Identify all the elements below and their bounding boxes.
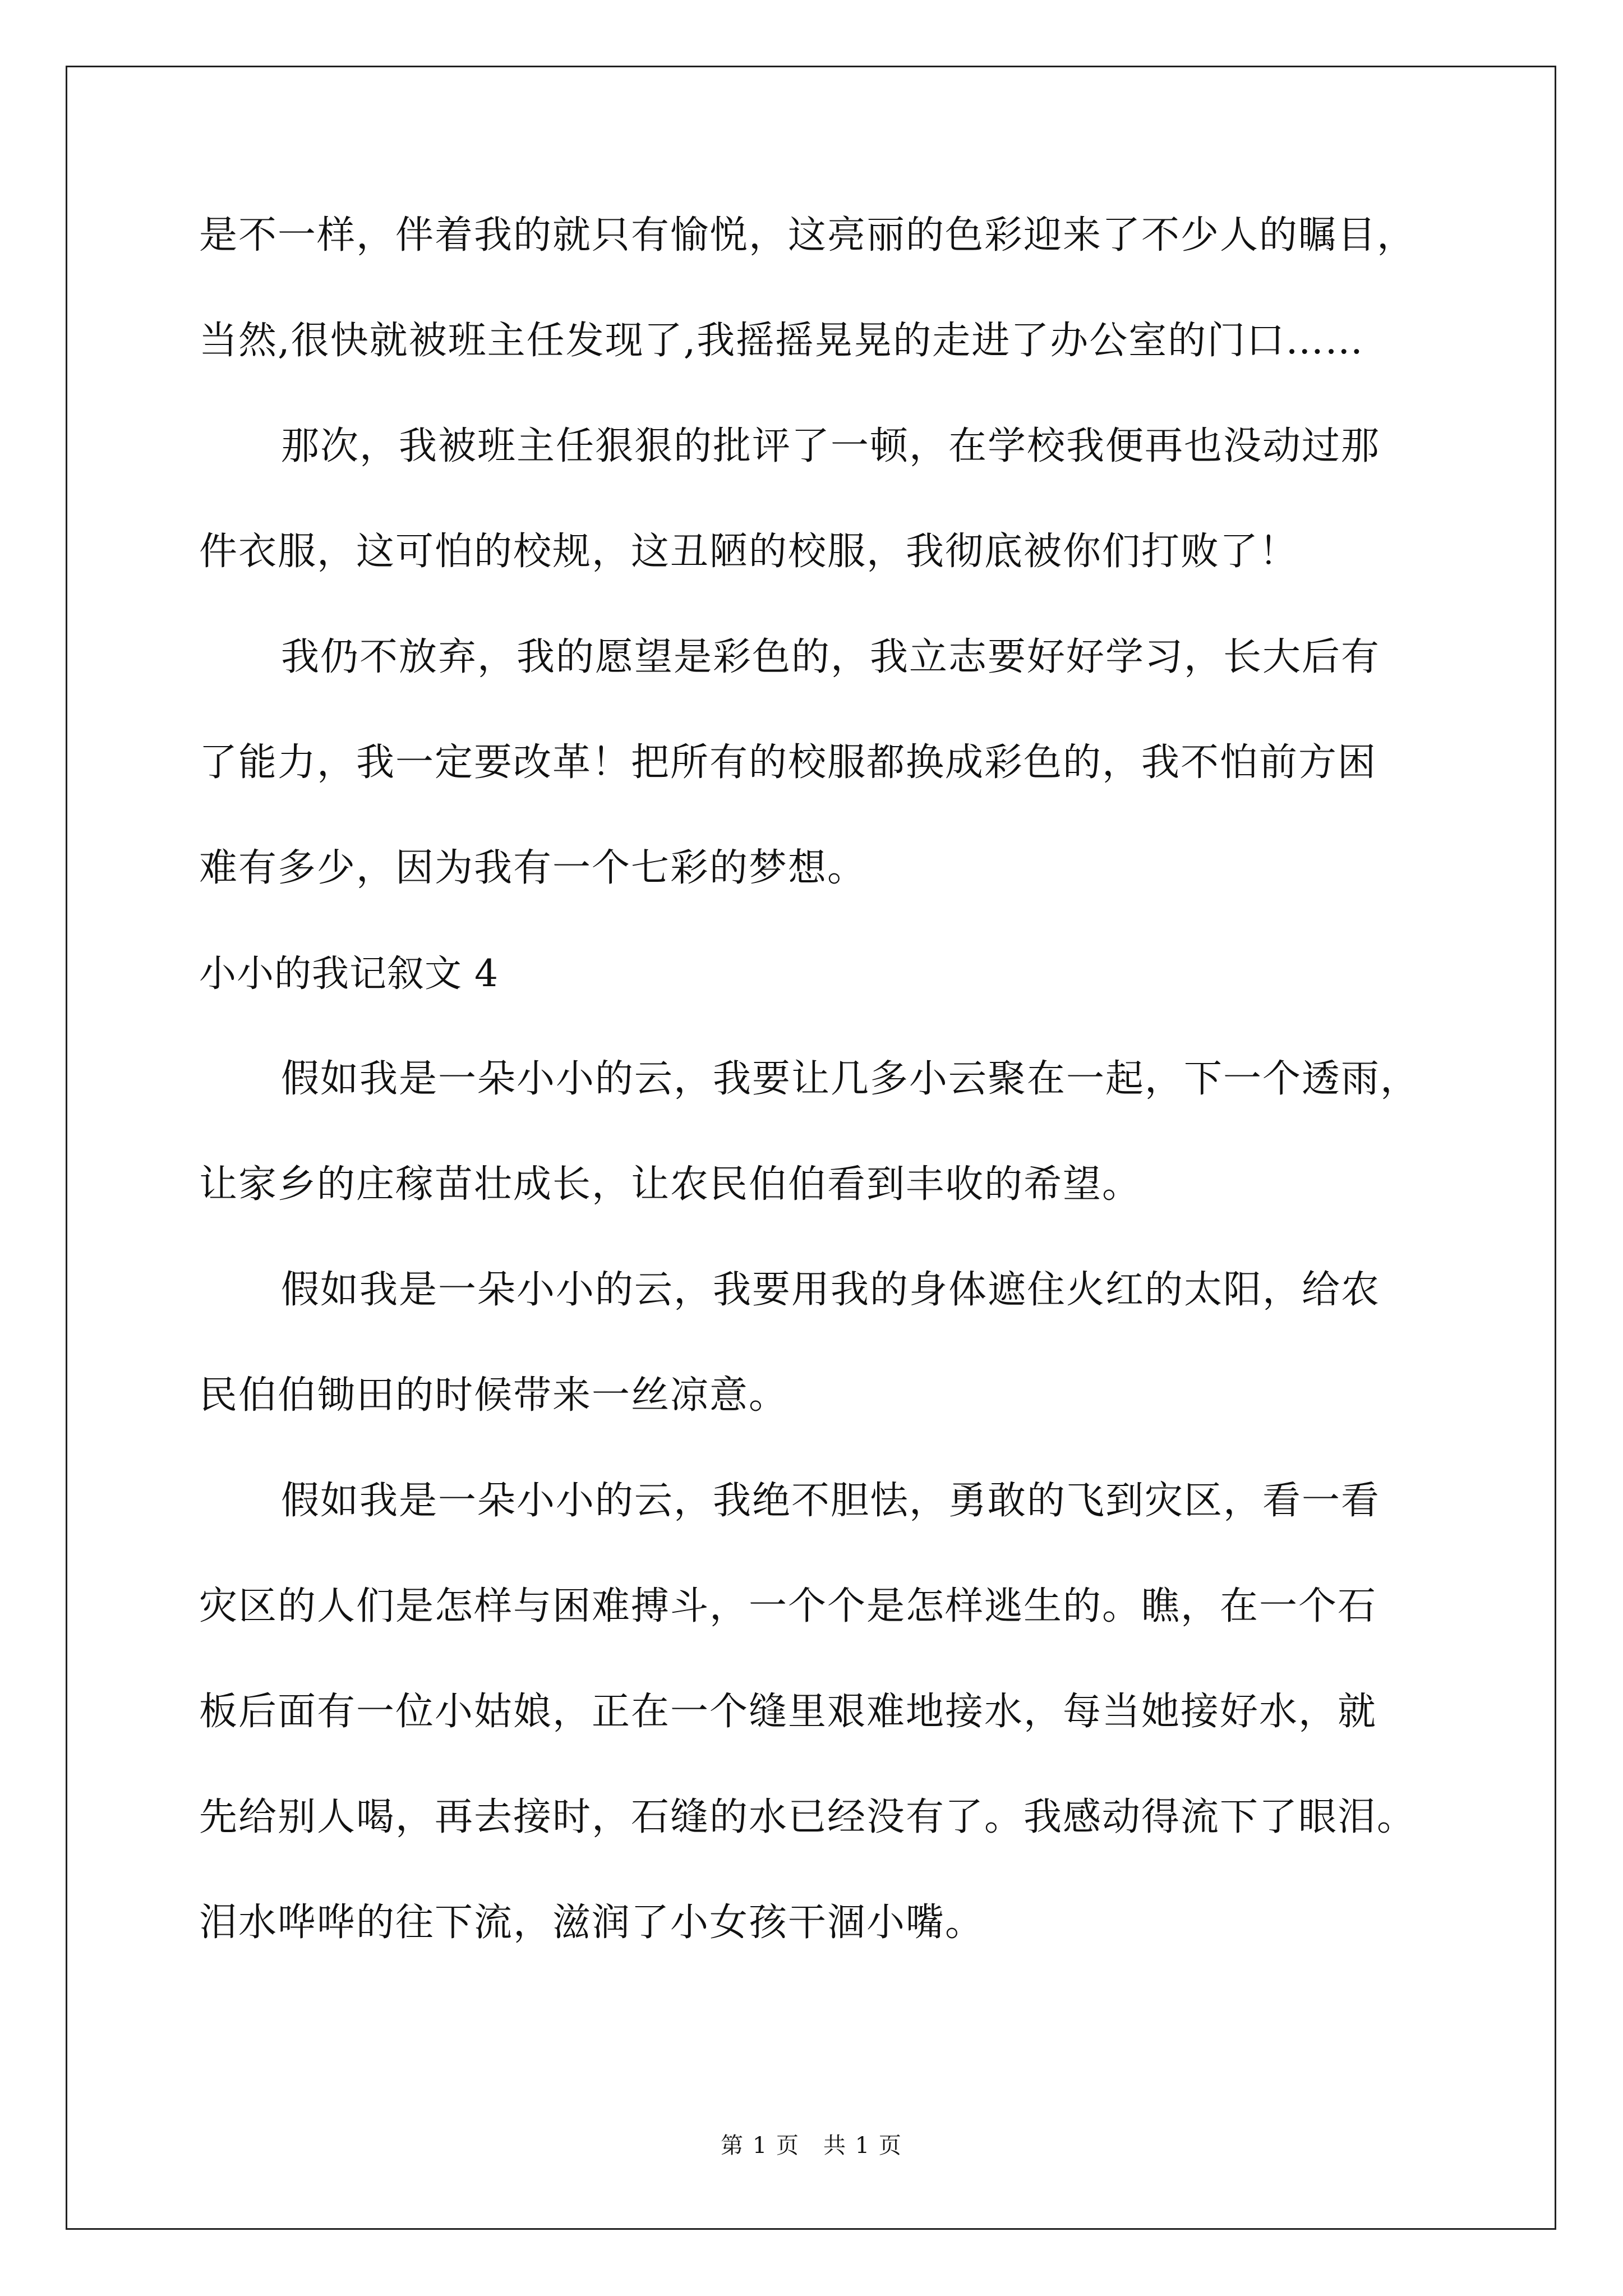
paragraph-first-line: 假如我是一朵小小的云，我要用我的身体遮住火红的太阳，给农 (281, 1268, 1381, 1312)
paragraph-first-line: 假如我是一朵小小的云，我要让几多小云聚在一起，下一个透雨， (281, 1057, 1420, 1101)
section-heading: 小小的我记叙文 4 (199, 952, 499, 995)
text-line: 民伯伯锄田的时候带来一丝凉意。 (199, 1373, 789, 1418)
paragraph-first-line: 我仍不放弃，我的愿望是彩色的，我立志要好好学习，长大后有 (281, 635, 1381, 679)
text-line: 是不一样，伴着我的就只有愉悦，这亮丽的色彩迎来了不少人的瞩目， (199, 213, 1417, 257)
text-line: 灾区的人们是怎样与困难搏斗，一个个是怎样逃生的。瞧，在一个石 (199, 1584, 1377, 1628)
paragraph-first-line: 那次，我被班主任狠狠的批评了一顿，在学校我便再也没动过那 (281, 424, 1381, 468)
page-footer: 第 1 页 共 1 页 (721, 2133, 902, 2159)
text-line: 件衣服，这可怕的校规，这丑陋的校服，我彻底被你们打败了！ (199, 530, 1299, 574)
text-line: 当然,很快就被班主任发现了,我摇摇晃晃的走进了办公室的门口…… (199, 319, 1364, 363)
text-line: 让家乡的庄稼苗壮成长，让农民伯伯看到丰收的希望。 (199, 1162, 1142, 1207)
text-line: 了能力，我一定要改革！把所有的校服都换成彩色的，我不怕前方困 (199, 740, 1377, 785)
text-line: 泪水哗哗的往下流，滋润了小女孩干涸小嘴。 (199, 1901, 985, 1945)
text-line: 先给别人喝，再去接时，石缝的水已经没有了。我感动得流下了眼泪。 (199, 1795, 1417, 1839)
text-line: 板后面有一位小姑娘，正在一个缝里艰难地接水，每当她接好水，就 (199, 1690, 1377, 1734)
text-line: 难有多少，因为我有一个七彩的梦想。 (199, 846, 867, 890)
paragraph-first-line: 假如我是一朵小小的云，我绝不胆怯，勇敢的飞到灾区，看一看 (281, 1479, 1381, 1523)
